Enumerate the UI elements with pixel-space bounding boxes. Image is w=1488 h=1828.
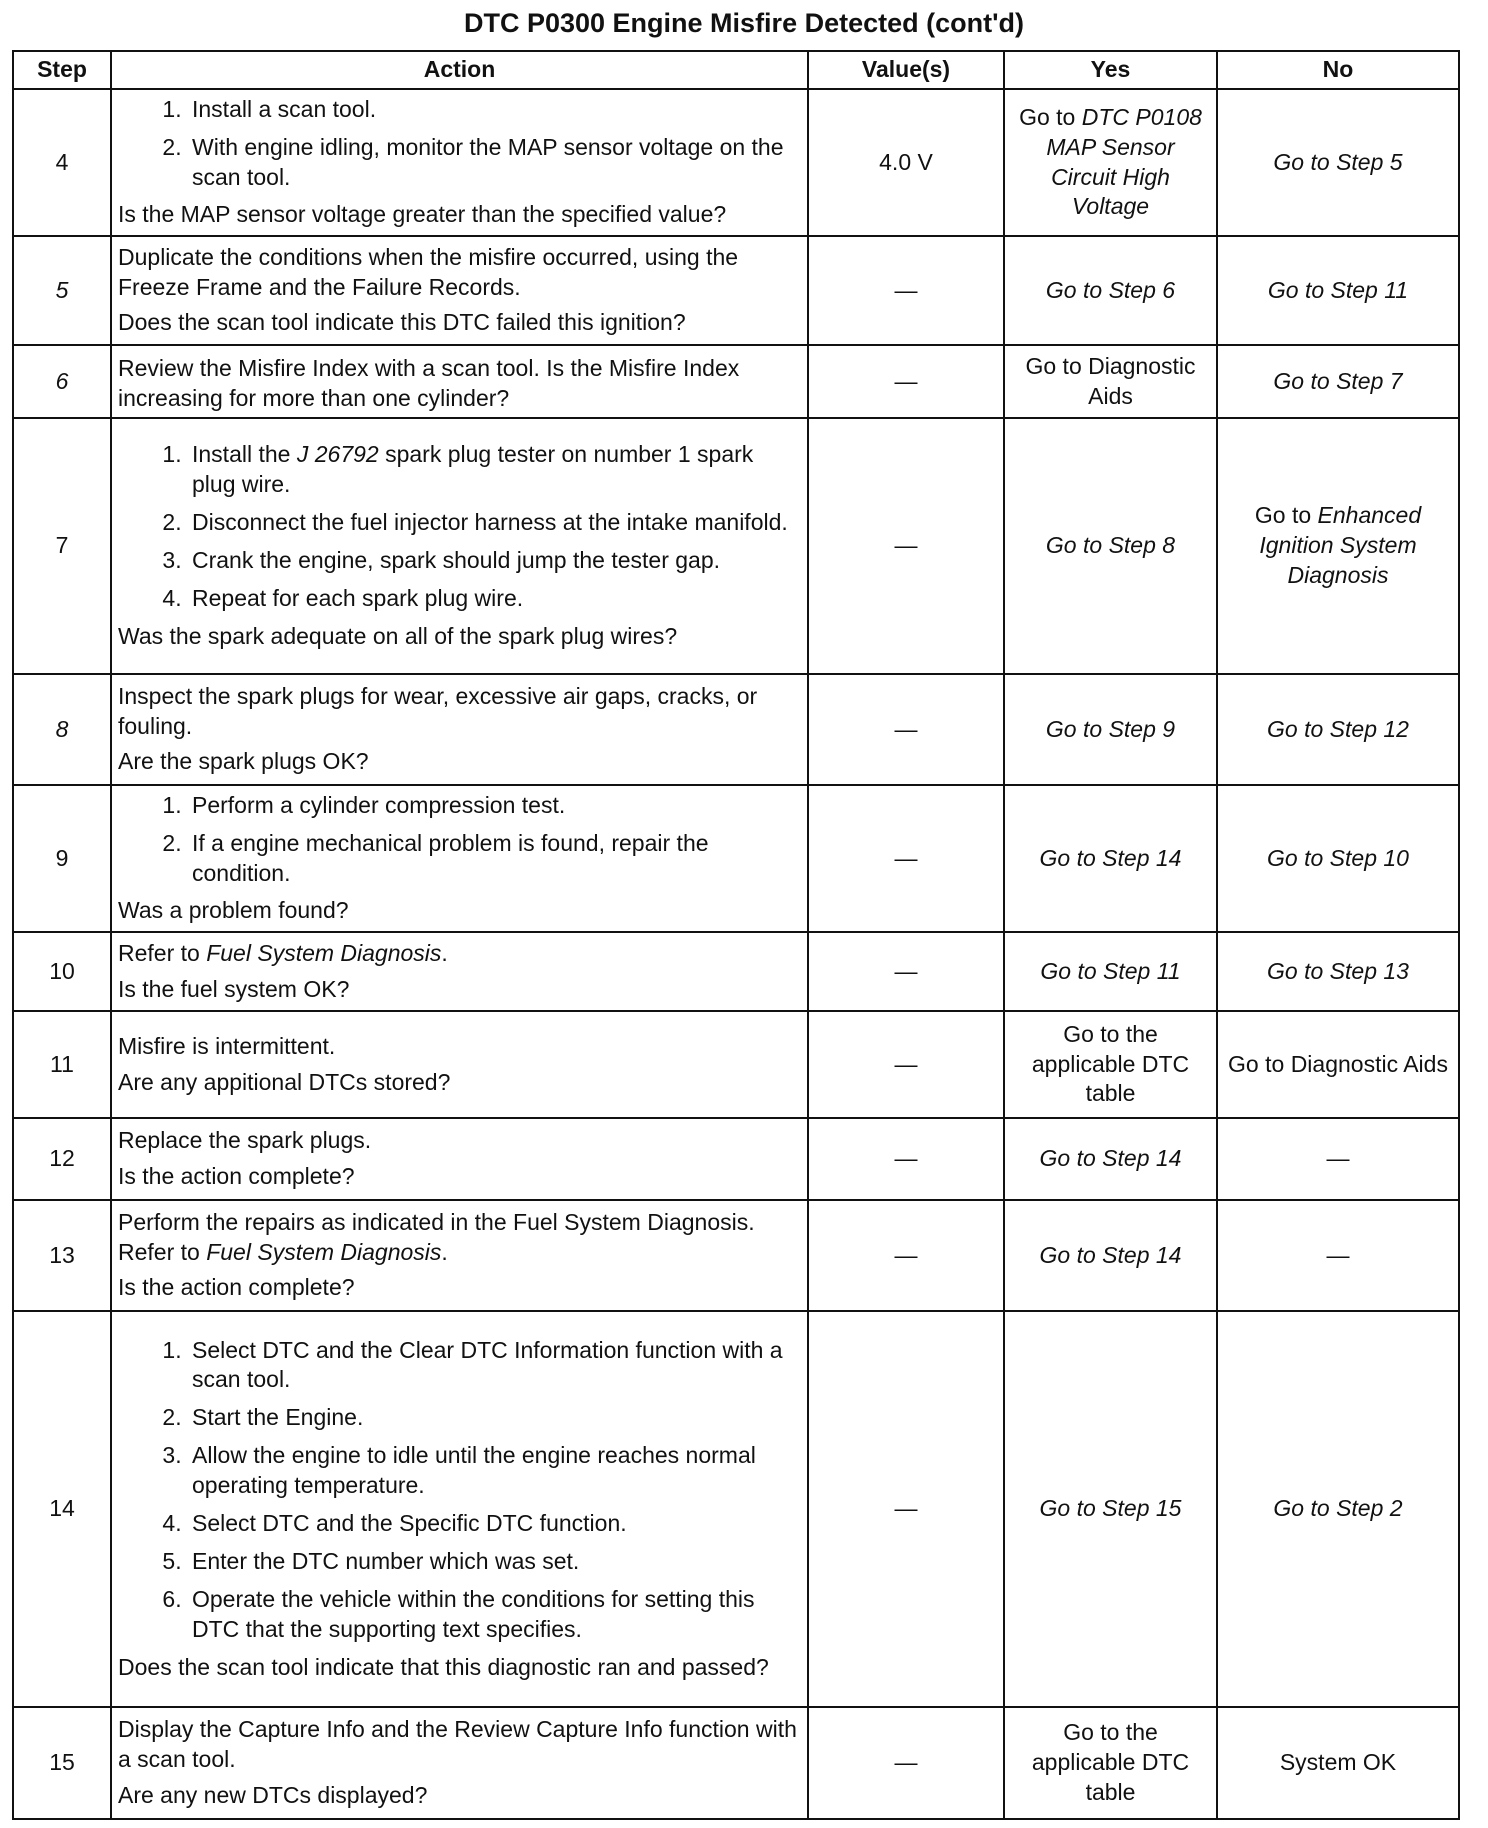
no-cell: — <box>1217 1200 1459 1311</box>
step-number: 10 <box>13 932 111 1011</box>
action-cell <box>111 236 808 345</box>
action-text: Review the Misfire Index with a scan tool. Is the Misfire Index increasing for more than one cylinder? <box>118 354 740 411</box>
action-cell <box>111 932 808 1011</box>
no-cell: Go to Diagnostic Aids <box>1217 1011 1459 1118</box>
action-text: Duplicate the conditions when the misfire occurred, using the Freeze Frame and the Failure Records. <box>118 243 739 300</box>
value-cell: — <box>808 236 1004 345</box>
value-cell: — <box>808 1200 1004 1311</box>
no-prefix: Go to <box>1254 502 1318 529</box>
yes-cell: Go to Step 14 <box>1004 1200 1217 1311</box>
value-cell: — <box>808 1118 1004 1200</box>
step-number: 5 <box>13 236 111 345</box>
step-number: 4 <box>13 89 111 236</box>
yes-cell: Go to the applicable DTC table <box>1004 1707 1217 1819</box>
yes-cell: Go to Step 9 <box>1004 674 1217 785</box>
action-question: Is the fuel system OK? <box>118 975 350 1002</box>
action-item: 5. Enter the DTC number which was set. <box>188 1547 801 1577</box>
table-row <box>13 1200 1459 1311</box>
text-suffix: . <box>441 1238 448 1265</box>
action-item: 3. Allow the engine to idle until the engine reaches normal operating temperature. <box>188 1441 801 1501</box>
yes-cell <box>1004 89 1217 236</box>
no-cell: Go to Step 12 <box>1217 674 1459 785</box>
text-reference: Fuel System Diagnosis <box>206 1238 442 1265</box>
no-cell: Go to Step 2 <box>1217 1311 1459 1707</box>
page-title: DTC P0300 Engine Misfire Detected (cont'd) <box>463 8 1025 38</box>
no-cell: Go to Step 11 <box>1217 236 1459 345</box>
step-number: 6 <box>13 345 111 418</box>
action-item: 2. Start the Engine. <box>188 1403 801 1433</box>
action-item: 1. Select DTC and the Clear DTC Information function with a scan tool. <box>188 1336 801 1396</box>
value-cell: — <box>808 932 1004 1011</box>
step-number: 14 <box>13 1311 111 1707</box>
action-item: 2. With engine idling, monitor the MAP sensor voltage on the scan tool. <box>188 133 801 193</box>
no-cell: Go to Step 13 <box>1217 932 1459 1011</box>
action-question: Is the MAP sensor voltage greater than the specified value? <box>118 201 727 228</box>
action-item: 1. Install a scan tool. <box>188 95 801 125</box>
action-cell <box>111 785 808 932</box>
action-item: 2. If a engine mechanical problem is found, repair the condition. <box>188 829 801 889</box>
text-suffix: . <box>441 939 448 966</box>
step-number: 13 <box>13 1200 111 1311</box>
action-cell <box>111 345 808 418</box>
no-cell: Go to Step 7 <box>1217 345 1459 418</box>
action-cell <box>111 1707 808 1819</box>
action-cell <box>111 418 808 674</box>
table-row <box>13 1311 1459 1707</box>
yes-cell: Go to Diagnostic Aids <box>1004 345 1217 418</box>
header-action: Action <box>111 51 808 89</box>
action-text: Display the Capture Info and the Review Capture Info function with a scan tool. <box>118 1716 797 1773</box>
header-row <box>13 51 1459 89</box>
action-item: 2. Disconnect the fuel injector harness at the intake manifold. <box>188 508 801 538</box>
text-prefix: Refer to <box>118 939 207 966</box>
action-item: 6. Operate the vehicle within the conditions for setting this DTC that the supporting text specifies. <box>188 1585 801 1645</box>
action-question: Does the scan tool indicate that this diagnostic ran and passed? <box>118 1653 769 1680</box>
yes-cell: Go to Step 15 <box>1004 1311 1217 1707</box>
action-cell <box>111 1118 808 1200</box>
action-cell <box>111 1311 808 1707</box>
action-cell <box>111 1011 808 1118</box>
table-row <box>13 236 1459 345</box>
text-reference: Fuel System Diagnosis <box>206 939 442 966</box>
no-reference: Enhanced Ignition System Diagnosis <box>1259 502 1422 588</box>
value-cell: — <box>808 345 1004 418</box>
dtc-table <box>12 50 1460 1820</box>
table-row <box>13 1118 1459 1200</box>
step-number: 8 <box>13 674 111 785</box>
item-suffix: spark plug tester on number 1 spark plug wire. <box>192 441 754 498</box>
value-cell: 4.0 V <box>808 89 1004 236</box>
yes-cell: Go to Step 11 <box>1004 932 1217 1011</box>
table-row <box>13 932 1459 1011</box>
action-question: Are the spark plugs OK? <box>118 748 369 775</box>
action-text: Inspect the spark plugs for wear, excessive air gaps, cracks, or fouling. <box>118 682 758 739</box>
yes-reference: DTC P0108 MAP Sensor Circuit High Voltage <box>1046 103 1202 220</box>
action-question: Are any new DTCs displayed? <box>118 1781 428 1808</box>
action-text: Replace the spark plugs. <box>118 1127 372 1154</box>
step-number: 9 <box>13 785 111 932</box>
table-row <box>13 418 1459 674</box>
yes-prefix: Go to <box>1019 103 1082 130</box>
action-item: 3. Crank the engine, spark should jump the tester gap. <box>188 546 801 576</box>
value-cell: — <box>808 1707 1004 1819</box>
action-question: Is the action complete? <box>118 1163 355 1189</box>
no-cell: Go to Step 10 <box>1217 785 1459 932</box>
header-no: No <box>1217 51 1459 89</box>
value-cell: — <box>808 418 1004 674</box>
value-cell: — <box>808 785 1004 932</box>
action-text: Misfire is intermittent. <box>118 1032 336 1059</box>
header-values: Value(s) <box>808 51 1004 89</box>
header-yes: Yes <box>1004 51 1217 89</box>
step-number: 7 <box>13 418 111 674</box>
action-text <box>118 1208 801 1268</box>
step-number: 12 <box>13 1118 111 1200</box>
text-prefix: Perform the repairs as indicated in the Fuel System Diagnosis. Refer to <box>118 1208 755 1265</box>
action-cell <box>111 674 808 785</box>
no-cell: Go to Step 5 <box>1217 89 1459 236</box>
step-number: 15 <box>13 1707 111 1819</box>
yes-cell: Go to Step 14 <box>1004 785 1217 932</box>
action-text <box>118 939 801 969</box>
header-step: Step <box>13 51 111 89</box>
table-row <box>13 1707 1459 1819</box>
action-question: Was a problem found? <box>118 897 349 924</box>
yes-cell: Go to Step 8 <box>1004 418 1217 674</box>
action-cell <box>111 89 808 236</box>
table-row <box>13 89 1459 236</box>
action-item: 4. Select DTC and the Specific DTC function. <box>188 1509 801 1539</box>
table-row <box>13 345 1459 418</box>
yes-cell: Go to Step 6 <box>1004 236 1217 345</box>
no-cell <box>1217 418 1459 674</box>
no-cell: System OK <box>1217 1707 1459 1819</box>
no-cell: — <box>1217 1118 1459 1200</box>
action-question: Is the action complete? <box>118 1274 355 1301</box>
tool-reference: J 26792 <box>296 441 379 468</box>
action-item: 1. Perform a cylinder compression test. <box>188 791 801 821</box>
action-item <box>188 440 801 500</box>
yes-cell: Go to Step 14 <box>1004 1118 1217 1200</box>
value-cell: — <box>808 1311 1004 1707</box>
value-cell: — <box>808 1011 1004 1118</box>
value-cell: — <box>808 674 1004 785</box>
action-question: Are any appitional DTCs stored? <box>118 1068 451 1095</box>
yes-cell: Go to the applicable DTC table <box>1004 1011 1217 1118</box>
action-question: Does the scan tool indicate this DTC failed this ignition? <box>118 309 686 336</box>
table-row <box>13 1011 1459 1118</box>
action-item: 4. Repeat for each spark plug wire. <box>188 584 801 614</box>
action-cell <box>111 1200 808 1311</box>
item-prefix: Install the <box>192 441 297 468</box>
table-row <box>13 674 1459 785</box>
table-row <box>13 785 1459 932</box>
action-question: Was the spark adequate on all of the spark plug wires? <box>118 622 678 649</box>
step-number: 11 <box>13 1011 111 1118</box>
